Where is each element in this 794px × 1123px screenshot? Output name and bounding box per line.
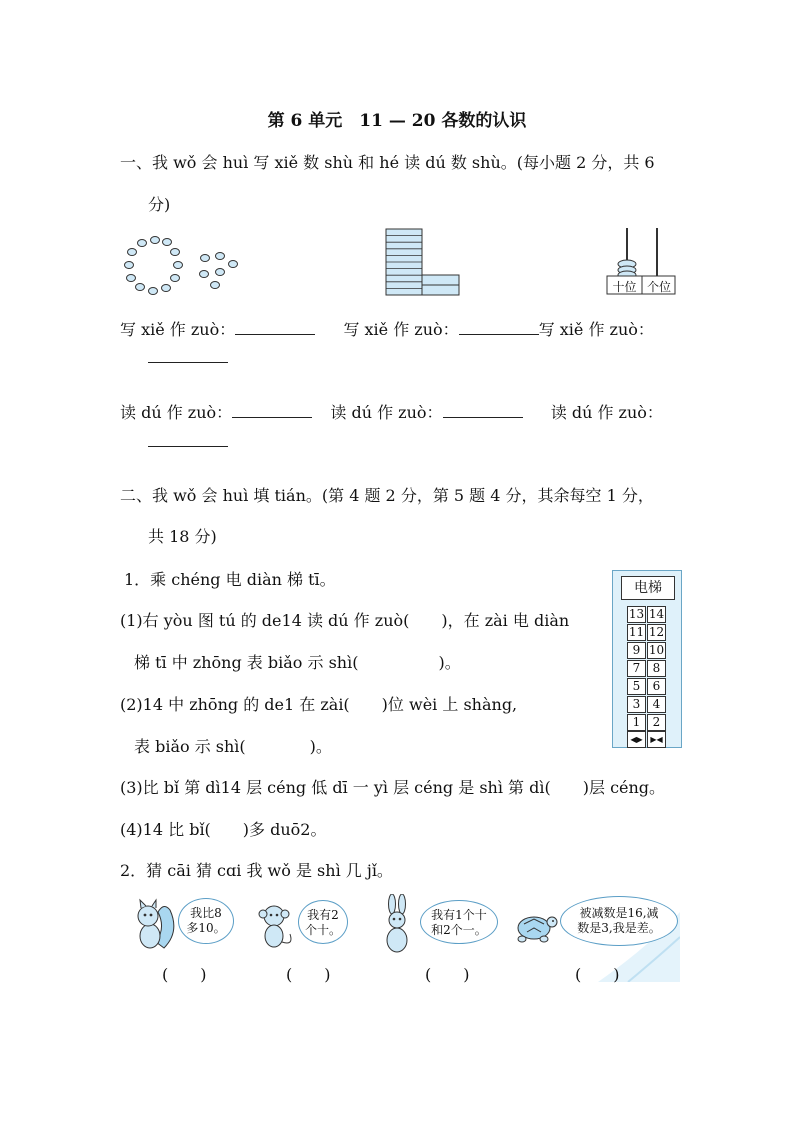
section1-heading-cont: 分) xyxy=(148,195,171,214)
q1-part2-cont: 表 biǎo 示 shì( )。 xyxy=(134,737,332,756)
beads-picture xyxy=(120,230,250,300)
elevator-button: 10 xyxy=(648,643,665,657)
elevator-button: 5 xyxy=(627,678,646,695)
elevator-button: 6 xyxy=(647,678,666,695)
monkey-icon xyxy=(256,902,296,952)
elevator-button: 14 xyxy=(648,607,665,621)
elevator-button: 3 xyxy=(627,696,646,713)
speech-bubble xyxy=(298,900,348,944)
ring-bead xyxy=(174,262,183,269)
bubble-line: 多10。 xyxy=(186,921,226,935)
write-row xyxy=(120,317,654,340)
loose-bead xyxy=(229,261,238,268)
ring-bead xyxy=(171,249,180,256)
elevator-button: 4 xyxy=(647,696,666,713)
speech-bubble xyxy=(178,898,234,944)
ring-bead xyxy=(163,239,172,246)
bubble-line: 被减数是16,减 xyxy=(579,906,659,920)
ring-bead xyxy=(125,262,134,269)
elevator-door-close-button: ▶◀ xyxy=(647,731,666,748)
answer-blank[interactable] xyxy=(459,320,539,335)
answer-blank[interactable] xyxy=(235,320,315,335)
elevator-title: 电梯 xyxy=(621,576,675,600)
ring-bead xyxy=(162,285,171,292)
read-row xyxy=(120,400,663,423)
elevator-button: 11 xyxy=(628,625,645,639)
ring-bead xyxy=(149,288,158,295)
bubble-line: 和2个一。 xyxy=(431,923,487,937)
answer-parens[interactable]: ( ) xyxy=(286,965,331,984)
q1-title: 1．乘 chéng 电 diàn 梯 tī。 xyxy=(124,570,336,589)
write-label: 写 xiě 作 zuò： xyxy=(120,320,236,339)
answer-blank[interactable] xyxy=(232,403,312,418)
section2-heading-cont: 共 18 分) xyxy=(148,527,217,546)
q1-part4: (4)14 比 bǐ( )多 duō2。 xyxy=(120,820,327,839)
speech-bubble xyxy=(560,896,678,946)
ring-bead xyxy=(151,237,160,244)
write-label: 写 xiě 作 zuò： xyxy=(538,320,654,339)
elevator-button: 9 xyxy=(627,642,646,659)
speech-bubble xyxy=(420,900,498,944)
read-label: 读 dú 作 zuò： xyxy=(330,403,443,422)
ring-bead xyxy=(136,284,145,291)
elevator-button: 13 xyxy=(628,607,645,621)
ring-bead xyxy=(128,249,137,256)
bubble-line: 我有2 xyxy=(307,908,339,922)
rabbit-icon xyxy=(378,894,418,956)
turtle-icon xyxy=(510,908,560,944)
ring-bead xyxy=(171,275,180,282)
elevator-button: 2 xyxy=(647,714,666,731)
elevator-button: 8 xyxy=(647,660,666,677)
bubble-line: 数是3,我是差。 xyxy=(577,921,661,935)
q1-part3: (3)比 bǐ 第 dì14 层 céng 低 dī 一 yì 层 céng 是 shì 第 dì( )层 céng。 xyxy=(120,778,666,797)
answer-blank[interactable] xyxy=(148,362,228,363)
elevator-button: 12 xyxy=(648,625,665,639)
squirrel-icon xyxy=(134,898,180,954)
q2-title: 2．猜 cāi 猜 cɑi 我 wǒ 是 shì 几 jǐ。 xyxy=(120,861,393,880)
bubble-line: 我有1个十 xyxy=(431,908,487,922)
read-label: 读 dú 作 zuò： xyxy=(120,403,233,422)
ring-bead xyxy=(127,275,136,282)
answer-parens[interactable]: ( ) xyxy=(425,965,470,984)
abacus xyxy=(606,226,676,296)
page-title: 第 6 单元 11 — 20 各数的认识 xyxy=(267,111,527,131)
loose-bead xyxy=(216,269,225,276)
ring-bead xyxy=(138,240,147,247)
loose-bead xyxy=(201,255,210,262)
bubble-line: 个十。 xyxy=(304,923,341,937)
elevator-door-open-button: ◀▶ xyxy=(627,731,646,748)
elevator-button: 1 xyxy=(627,714,646,731)
q1-part2: (2)14 中 zhōng 的 de1 在 zài( )位 wèi 上 shàng, xyxy=(120,695,518,714)
loose-bead xyxy=(216,253,225,260)
section1-heading: 一、我 wǒ 会 huì 写 xiě 数 shù 和 hé 读 dú 数 shù。(每小题 2 分，共 6 xyxy=(120,153,655,172)
abacus-label-ones: 个位 xyxy=(646,280,671,294)
answer-blank[interactable] xyxy=(148,446,228,447)
bubble-line: 我比8 xyxy=(190,906,222,920)
elevator-button: 7 xyxy=(627,660,646,677)
q1-part1-cont: 梯 tī 中 zhōng 表 biǎo 示 shì( )。 xyxy=(134,653,461,672)
read-label: 读 dú 作 zuò： xyxy=(550,403,663,422)
answer-blank[interactable] xyxy=(443,403,523,418)
q1-part1: (1)右 yòu 图 tú 的 de14 读 dú 作 zuò( )，在 zài 电 diàn xyxy=(120,611,570,630)
elevator-panel xyxy=(612,570,682,748)
answer-parens[interactable]: ( ) xyxy=(162,965,207,984)
place-value-blocks xyxy=(384,228,464,298)
loose-bead xyxy=(211,282,220,289)
answer-parens[interactable]: ( ) xyxy=(575,965,620,984)
abacus-label-tens: 十位 xyxy=(612,280,637,294)
write-label: 写 xiě 作 zuò： xyxy=(343,320,459,339)
section2-heading: 二、我 wǒ 会 huì 填 tián。(第 4 题 2 分，第 5 题 4 分，其余每空 1 分， xyxy=(120,486,654,505)
loose-bead xyxy=(200,271,209,278)
